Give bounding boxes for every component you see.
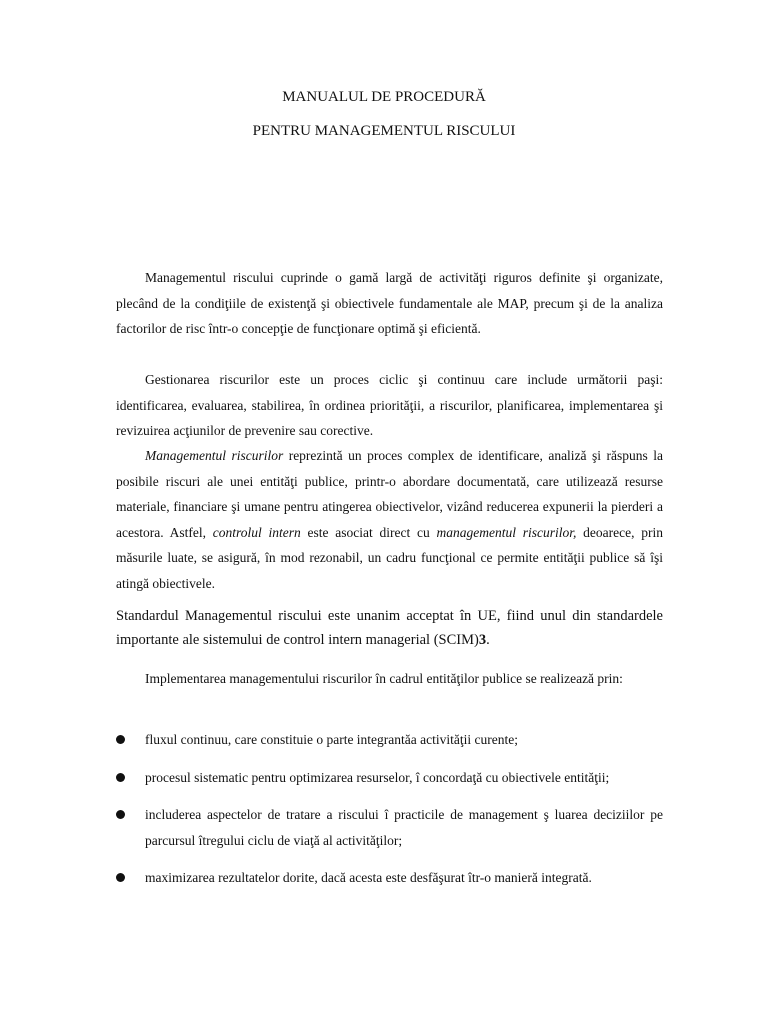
definition-text-2: este asociat direct cu: [300, 524, 437, 540]
paragraph-implementation: Implementarea managementului riscurilor în cadrul entităţilor publice se realizează prin:: [145, 671, 623, 686]
bullet-icon: [116, 773, 125, 782]
standard-end: .: [486, 632, 490, 648]
bullet-icon: [116, 735, 125, 744]
list-item: [116, 865, 663, 891]
definition-text-3: deoarece, prin măsurile luate, se asigură, în mod rezonabil, un cadru funcţional ce permite entităţii publice să îşi atingă obiectivele.: [116, 524, 664, 591]
paragraph-definition: [116, 443, 663, 596]
term-risk-management: Managementul riscurilor: [145, 448, 284, 463]
paragraph-process: Gestionarea riscurilor este un proces ciclic şi continuu care include următorii paşi: identificarea, evaluarea, stabilirea, în ordinea priorităţii, a riscurilor, planificarea, implementarea şi revizuirea acţiunilor de prevenire sau corective.: [116, 372, 663, 438]
bullet-icon: [116, 873, 125, 882]
title-line-2: PENTRU MANAGEMENTUL RISCULUI: [252, 123, 516, 139]
list-item: [116, 765, 663, 791]
standard-text: Standardul Managementul riscului este unanim acceptat în UE, fiind unul din standardele importante ale sistemului de control intern managerial (SCIM): [116, 608, 663, 648]
paragraph-standard: [116, 604, 663, 652]
term-internal-control: controlul intern: [212, 524, 301, 540]
bullet-icon: [116, 810, 125, 819]
list-item-text: includerea aspectelor de tratare a riscului î practicile de management ş luarea deciziilor pe parcursul îtregului ciclu de viaţă al activităţilor;: [145, 807, 663, 848]
list-item-text: procesul sistematic pentru optimizarea resurselor, î concordaţă cu obiectivele entităţii;: [145, 769, 610, 785]
list-item: [116, 802, 663, 853]
list-item: [116, 727, 663, 753]
definition-text-1: reprezintă un proces complex de identificare, analiză şi răspuns la posibile riscuri ale unei entităţi publice, printr-o abordare documentată, care utilizează resurse materiale, financiare şi umane pentru atingerea obiectivelor, vizând reducerea expunerii la pierderi a acestora. Astfel,: [116, 448, 663, 540]
list-item-text: maximizarea rezultatelor dorite, dacă acesta este desfăşurat îtr-o manieră integrată.: [145, 870, 592, 885]
footnote-ref: 3: [478, 632, 487, 648]
term-risk-management-2: managementul riscurilor,: [436, 524, 577, 540]
bullet-list: [116, 727, 663, 891]
list-item-text: fluxul continuu, care constituie o parte integrantăa activităţii curente;: [145, 732, 518, 747]
paragraph-intro: Managementul riscului cuprinde o gamă largă de activităţi riguros definite şi organizate, plecând de la condiţiile de existenţă şi obiectivele fundamentale ale MAP, precum şi de la analiza factorilor de risc într-o concepţie de funcţionare optimă şi eficientă.: [116, 270, 663, 336]
title-line-1: MANUALUL DE PROCEDURĂ: [282, 89, 486, 105]
